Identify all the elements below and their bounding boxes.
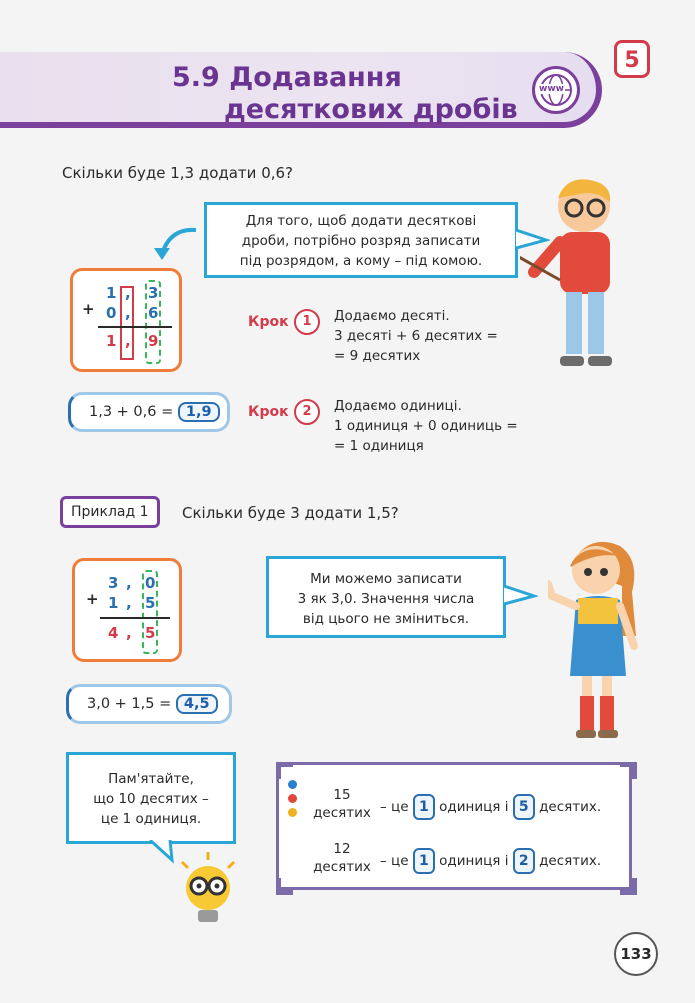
sum-line [98, 326, 172, 328]
bullet-dot [288, 780, 297, 789]
fact-answer-box: 1 [413, 794, 435, 820]
bullet-dot [288, 808, 297, 817]
column-digit: 1 [106, 284, 117, 302]
globe-icon[interactable] [532, 66, 580, 114]
step-description: Додаємо одиниці. 1 одиниця + 0 одиниць = = 1 одиниця [334, 398, 518, 454]
column-digit: 4 [108, 624, 119, 642]
bubble-line: Для того, щоб додати десяткові [245, 213, 477, 229]
fact-answer-box: 5 [513, 794, 535, 820]
step-number: 1 [294, 309, 320, 335]
intro-question: Скільки буде 1,3 додати 0,6? [62, 164, 294, 182]
step-number: 2 [294, 399, 320, 425]
step-label: Крок [248, 314, 289, 330]
globe-label: www [539, 84, 564, 94]
example-question: Скільки буде 3 додати 1,5? [182, 504, 399, 522]
lightbulb-icon [176, 852, 240, 928]
plus-sign: + [86, 590, 99, 608]
column-digit: 1 [108, 594, 119, 612]
girl-illustration [548, 536, 658, 746]
bubble-tail [148, 840, 178, 864]
equation-answer: 4,5 [176, 694, 218, 714]
column-comma: , [126, 594, 132, 612]
column-digit: 9 [148, 332, 159, 350]
step-description: Додаємо десяті. 3 десяті + 6 десятих = = 9 десятих [334, 308, 498, 364]
step-label: Крок [248, 404, 289, 420]
bubble-tail [504, 584, 538, 608]
column-digit: 0 [145, 574, 156, 592]
frame-corner [620, 762, 637, 779]
column-digit: 6 [148, 304, 159, 322]
teacher-boy-illustration [520, 176, 640, 376]
column-digit: 3 [108, 574, 119, 592]
remember-speech-bubble: Пам'ятайте, що 10 десятих – це 1 одиниця. [66, 752, 236, 844]
column-comma: , [125, 304, 131, 322]
bubble-line: дроби, потрібно розряд записати [241, 233, 481, 249]
frame-corner [620, 878, 637, 895]
frame-corner [276, 878, 293, 895]
column-comma: , [125, 284, 131, 302]
column-digit: 0 [106, 304, 117, 322]
page-number: 133 [614, 932, 658, 976]
column-digit: 5 [145, 594, 156, 612]
fact-quantity: 15 десятих [313, 787, 371, 821]
chapter-badge: 5 [614, 40, 650, 78]
intro-equation-card [68, 392, 230, 432]
example-speech-bubble: Ми можемо записати 3 як 3,0. Значення числа від цього не зміниться. [266, 556, 506, 638]
column-digit: 1 [106, 332, 117, 350]
fact-answer-box: 1 [413, 848, 435, 874]
bubble-line: під розрядом, а кому – під комою. [239, 253, 483, 269]
column-comma: , [125, 332, 131, 350]
equation-text: 1,3 + 0,6 = [89, 404, 174, 420]
example-tag: Приклад 1 [60, 496, 160, 528]
bullet-dot [288, 794, 297, 803]
lesson-title-line1: 5.9 Додавання [172, 62, 402, 93]
fact-statement: – це 1 одиниця і 5 десятих. [380, 794, 601, 820]
column-comma: , [126, 574, 132, 592]
equation-text: 3,0 + 1,5 = [87, 696, 172, 712]
fact-statement: – це 1 одиниця і 2 десятих. [380, 848, 601, 874]
equation-answer: 1,9 [178, 402, 220, 422]
column-digit: 3 [148, 284, 159, 302]
lesson-title-line2: десяткових дробів [224, 94, 518, 125]
plus-sign: + [82, 300, 95, 318]
intro-speech-bubble [204, 202, 518, 278]
column-digit: 5 [145, 624, 156, 642]
example-equation-card [66, 684, 232, 724]
sum-line [100, 617, 170, 619]
fact-answer-box: 2 [513, 848, 535, 874]
fact-quantity: 12 десятих [313, 841, 371, 875]
frame-corner [276, 762, 293, 779]
column-comma: , [126, 624, 132, 642]
curved-arrow-icon [150, 224, 200, 264]
